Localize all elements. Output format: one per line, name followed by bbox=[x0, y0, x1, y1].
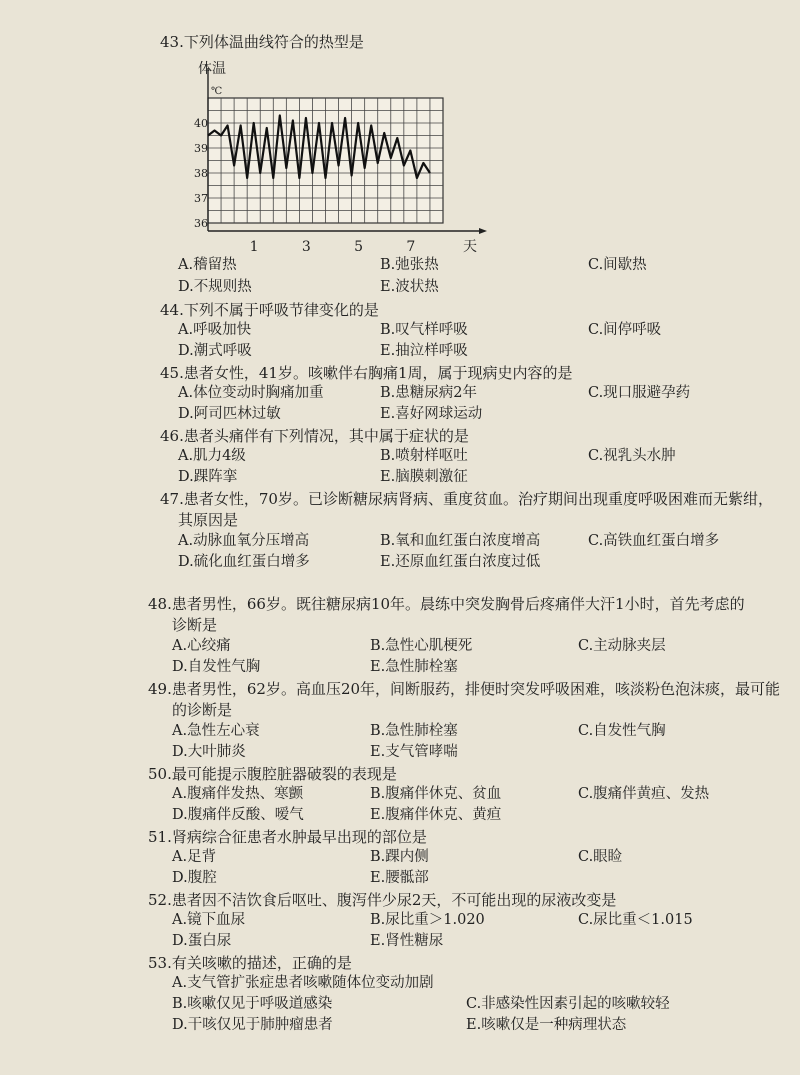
q47-option-a[interactable]: A.动脉血氧分压增高 bbox=[178, 533, 310, 549]
y-tick-label: 37 bbox=[194, 192, 208, 205]
q43-option-e[interactable]: E.波状热 bbox=[380, 279, 439, 295]
q53-option-c[interactable]: C.非感染性因素引起的咳嗽较轻 bbox=[466, 996, 670, 1012]
q44-option-d[interactable]: D.潮式呼吸 bbox=[178, 343, 252, 359]
q50-option-b[interactable]: B.腹痛伴休克、贫血 bbox=[370, 786, 502, 802]
q51-option-c[interactable]: C.眼睑 bbox=[578, 849, 623, 865]
q47-option-b[interactable]: B.氧和血红蛋白浓度增高 bbox=[380, 533, 541, 549]
q43-option-a[interactable]: A.稽留热 bbox=[178, 257, 237, 273]
q45-option-c[interactable]: C.现口服避孕药 bbox=[588, 385, 691, 401]
q48-option-b[interactable]: B.急性心肌梗死 bbox=[370, 638, 473, 654]
q45-option-d[interactable]: D.阿司匹林过敏 bbox=[178, 406, 281, 422]
question-52-stem: 52.患者因不洁饮食后呕吐、腹泻伴少尿2天，不可能出现的尿液改变是 bbox=[148, 891, 617, 909]
question-43-stem: 43.下列体温曲线符合的热型是 bbox=[160, 33, 364, 51]
question-47-stem-cont: 其原因是 bbox=[178, 511, 239, 529]
q44-option-c[interactable]: C.间停呼吸 bbox=[588, 322, 662, 338]
q52-option-c[interactable]: C.尿比重＜1.015 bbox=[578, 912, 693, 928]
q50-option-c[interactable]: C.腹痛伴黄疸、发热 bbox=[578, 786, 710, 802]
q52-option-a[interactable]: A.镜下血尿 bbox=[172, 912, 246, 928]
x-tick-label: 3 bbox=[301, 239, 311, 255]
q48-option-c[interactable]: C.主动脉夹层 bbox=[578, 638, 666, 654]
y-unit-label: ℃ bbox=[211, 86, 223, 97]
q44-option-e[interactable]: E.抽泣样呼吸 bbox=[380, 343, 468, 359]
question-49-stem-cont: 的诊断是 bbox=[172, 701, 233, 719]
question-51-stem: 51.肾病综合征患者水肿最早出现的部位是 bbox=[148, 828, 427, 846]
y-tick-label: 39 bbox=[194, 142, 208, 155]
q52-option-e[interactable]: E.肾性糖尿 bbox=[370, 933, 444, 949]
q45-option-e[interactable]: E.喜好网球运动 bbox=[380, 406, 483, 422]
y-tick-label: 40 bbox=[194, 117, 208, 130]
question-48-stem: 48.患者男性，66岁。既往糖尿病10年。晨练中突发胸骨后疼痛伴大汗1小时，首先考虑的 bbox=[148, 595, 745, 613]
q46-option-a[interactable]: A.肌力4级 bbox=[178, 448, 246, 464]
temperature-chart bbox=[190, 56, 500, 256]
q49-option-d[interactable]: D.大叶肺炎 bbox=[172, 744, 246, 760]
q45-option-b[interactable]: B.患糖尿病2年 bbox=[380, 385, 477, 401]
q49-option-b[interactable]: B.急性肺栓塞 bbox=[370, 723, 458, 739]
q51-option-a[interactable]: A.足背 bbox=[172, 849, 217, 865]
q47-option-d[interactable]: D.硫化血红蛋白增多 bbox=[178, 554, 310, 570]
q51-option-b[interactable]: B.踝内侧 bbox=[370, 849, 429, 865]
q51-option-e[interactable]: E.腰骶部 bbox=[370, 870, 429, 886]
y-tick-label: 36 bbox=[194, 217, 208, 230]
q53-option-e[interactable]: E.咳嗽仅是一种病理状态 bbox=[466, 1017, 627, 1033]
x-unit-label: 天 bbox=[463, 239, 477, 255]
q52-option-b[interactable]: B.尿比重＞1.020 bbox=[370, 912, 485, 928]
q53-option-a[interactable]: A.支气管扩张症患者咳嗽随体位变动加剧 bbox=[172, 975, 434, 991]
q51-option-d[interactable]: D.腹腔 bbox=[172, 870, 217, 886]
question-53-stem: 53.有关咳嗽的描述，正确的是 bbox=[148, 954, 352, 972]
q46-option-c[interactable]: C.视乳头水肿 bbox=[588, 448, 676, 464]
question-49-stem: 49.患者男性，62岁。高血压20年，间断服药，排便时突发呼吸困难，咳淡粉色泡沫痰，最可能 bbox=[148, 680, 781, 698]
q53-option-b[interactable]: B.咳嗽仅见于呼吸道感染 bbox=[172, 996, 333, 1012]
q46-option-d[interactable]: D.踝阵挛 bbox=[178, 469, 238, 485]
q46-option-b[interactable]: B.喷射样呕吐 bbox=[380, 448, 468, 464]
q49-option-a[interactable]: A.急性左心衰 bbox=[172, 723, 260, 739]
x-axis-arrow bbox=[479, 228, 487, 234]
q50-option-a[interactable]: A.腹痛伴发热、寒颤 bbox=[172, 786, 304, 802]
q43-option-d[interactable]: D.不规则热 bbox=[178, 279, 252, 295]
q44-option-a[interactable]: A.呼吸加快 bbox=[178, 322, 252, 338]
question-48-stem-cont: 诊断是 bbox=[172, 616, 218, 634]
chart-y-title: 体温 bbox=[198, 61, 226, 77]
x-tick-label: 5 bbox=[354, 239, 364, 255]
q47-option-e[interactable]: E.还原血红蛋白浓度过低 bbox=[380, 554, 541, 570]
q48-option-e[interactable]: E.急性肺栓塞 bbox=[370, 659, 458, 675]
q44-option-b[interactable]: B.叹气样呼吸 bbox=[380, 322, 468, 338]
q43-option-c[interactable]: C.间歇热 bbox=[588, 257, 647, 273]
question-47-stem: 47.患者女性，70岁。已诊断糖尿病肾病、重度贫血。治疗期间出现重度呼吸困难而无紫绀， bbox=[160, 490, 773, 508]
q47-option-c[interactable]: C.高铁血红蛋白增多 bbox=[588, 533, 720, 549]
q43-option-b[interactable]: B.弛张热 bbox=[380, 257, 439, 273]
q50-option-d[interactable]: D.腹痛伴反酸、嗳气 bbox=[172, 807, 304, 823]
question-45-stem: 45.患者女性，41岁。咳嗽伴右胸痛1周，属于现病史内容的是 bbox=[160, 364, 573, 382]
q52-option-d[interactable]: D.蛋白尿 bbox=[172, 933, 232, 949]
q49-option-c[interactable]: C.自发性气胸 bbox=[578, 723, 666, 739]
q53-option-d[interactable]: D.干咳仅见于肺肿瘤患者 bbox=[172, 1017, 333, 1033]
question-50-stem: 50.最可能提示腹腔脏器破裂的表现是 bbox=[148, 765, 397, 783]
y-tick-label: 38 bbox=[194, 167, 208, 180]
q48-option-a[interactable]: A.心绞痛 bbox=[172, 638, 231, 654]
q45-option-a[interactable]: A.体位变动时胸痛加重 bbox=[178, 385, 324, 401]
q48-option-d[interactable]: D.自发性气胸 bbox=[172, 659, 261, 675]
temperature-chart-svg bbox=[190, 56, 500, 256]
question-44-stem: 44.下列不属于呼吸节律变化的是 bbox=[160, 301, 379, 319]
q49-option-e[interactable]: E.支气管哮喘 bbox=[370, 744, 458, 760]
x-tick-label: 7 bbox=[406, 239, 416, 255]
q50-option-e[interactable]: E.腹痛伴休克、黄疸 bbox=[370, 807, 502, 823]
x-tick-label: 1 bbox=[249, 239, 259, 255]
question-46-stem: 46.患者头痛伴有下列情况，其中属于症状的是 bbox=[160, 427, 469, 445]
q46-option-e[interactable]: E.脑膜刺激征 bbox=[380, 469, 468, 485]
